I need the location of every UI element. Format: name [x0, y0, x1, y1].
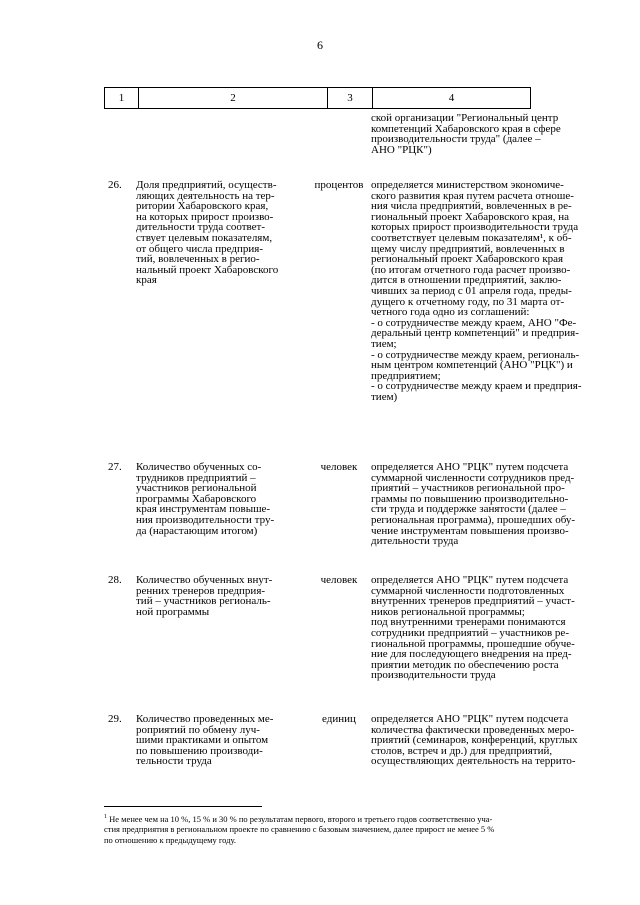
indicator-name: Количество проведенных ме- роприятий по обмену луч- шими практиками и опытом по повышению производи- тельности труда [136, 713, 274, 768]
footnote [104, 812, 624, 845]
header-col-4: 4 [448, 92, 455, 104]
indicator-name: Количество обученных со- трудников предприятий – участников региональной программы Хабаровского края инструментам повыше- ния производительности тру- да (нарастающим итогом) [136, 461, 275, 537]
calculation-method: определяется министерством экономиче- ского развития края путем расчета отноше- ния числа предприятий, вовлеченных в ре- гиональный проект Хабаровского края, на которых прирост производительности труда соответствует целевым показателям¹, к об- щему числу предприятий, вовлеченных в региональный проект Хабаровского края (по итогам отчетного года расчет произво- дится в отношении предприятий, заклю- чивших за период с 01 апреля года, преды- дущего к отчетному году, по 31 марта от- четного года одно из соглашений: - о сотрудничестве между краем, АНО "Фе- деральный центр компетенций" и предприя- тием; - о сотрудничестве между краем, региональ- ным центром компетенций (АНО "РЦК") и предприятием; - о сотрудничестве между краем и предприя- тием) [371, 179, 582, 403]
indicator-name: Доля предприятий, осуществ- ляющих деятельность на тер- ритории Хабаровского края, на которых прирост произво- дительности труда соответ- ствует целевым показателям, от общего числа предприя- тий, вовлеченных в регио- нальный проект Хабаровского края [136, 179, 279, 287]
unit-of-measure: процентов [314, 179, 364, 191]
footnote-marker: 1 [104, 814, 107, 820]
row-number: 27. [108, 461, 122, 473]
footnote-text: Не менее чем на 10 %, 15 % и 30 % по результатам первого, второго и третьего годов соответственно уча- стия предприятия в региональном проекте по сравнению с базовым значением, далее прирост не менее 5 % по отношению к предыдущему году. [104, 813, 495, 845]
header-col-1: 1 [105, 88, 139, 108]
indicator-name: Количество обученных внут- ренних тренеров предприя- тий – участников региональ- ной программы [136, 574, 273, 618]
header-col-2: 2 [139, 88, 328, 108]
table-header-row [104, 87, 531, 109]
calculation-method: определяется АНО "РЦК" путем подсчета суммарной численности сотрудников пред- приятий – участников региональной про- граммы по повышению производительно- сти труда и поддержке занятости (далее – региональная программа), прошедших обу- чение инструментам повышения произво- дительности труда [371, 461, 576, 548]
calculation-method: определяется АНО "РЦК" путем подсчета суммарной численности подготовленных внутренних тренеров предприятий – участ- ников региональной программы; под внутренними тренерами понимаются сотрудники предприятий – участников ре- гиональной программы, прошедшие обуче- ние для последующего внедрения на пред- приятии методик по обеспечению роста производительности труда [371, 574, 575, 682]
page-number: 6 [317, 38, 323, 52]
unit-of-measure: человек [320, 461, 358, 473]
row-number: 26. [108, 179, 122, 191]
row-number: 28. [108, 574, 122, 586]
row-number: 29. [108, 713, 122, 725]
continuation-text: ской организации "Региональный центр компетенций Хабаровского края в сфере производительности труда" (далее – АНО "РЦК") [371, 112, 561, 156]
footnote-separator [104, 806, 262, 807]
unit-of-measure: человек [320, 574, 358, 586]
calculation-method: определяется АНО "РЦК" путем подсчета количества фактически проведенных меро- приятий (семинаров, конференций, круглых столов, встреч и др.) для предприятий, осуществляющих деятельность на террито- [371, 713, 578, 768]
unit-of-measure: единиц [322, 713, 356, 725]
header-col-3: 3 [328, 88, 373, 108]
